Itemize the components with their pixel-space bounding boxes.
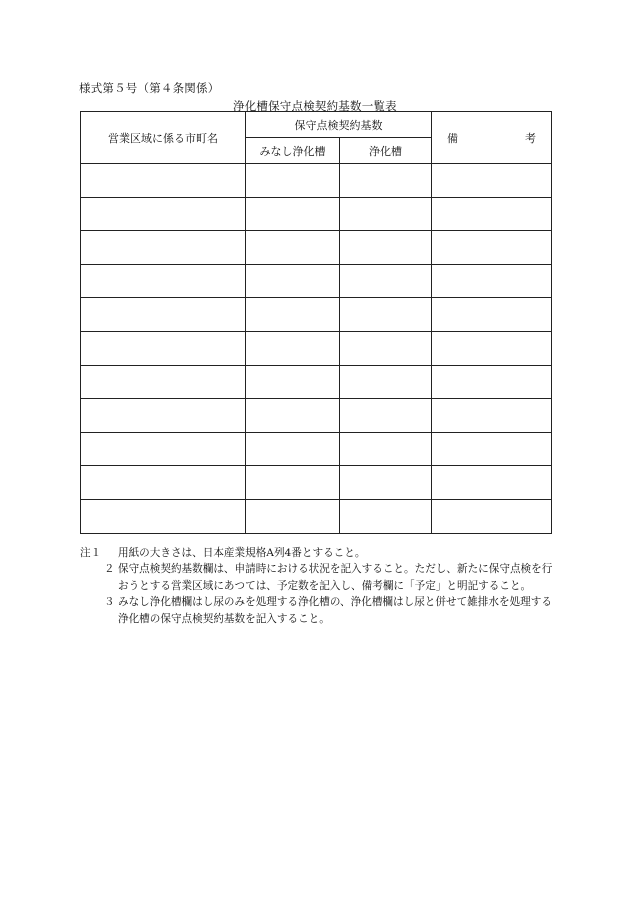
- table-row: [81, 365, 552, 399]
- notes-section: [80, 545, 556, 627]
- table-cell: [340, 197, 432, 231]
- table-row: [81, 331, 552, 365]
- table-cell: [432, 231, 552, 265]
- table-cell: [432, 365, 552, 399]
- table-cell: [246, 164, 340, 198]
- table-cell: [246, 399, 340, 433]
- table-cell: [340, 331, 432, 365]
- table-cell: [432, 197, 552, 231]
- note-text: 保守点検契約基数欄は、申請時における状況を記入すること。ただし、新たに保守点検を行おうとする営業区域にあつては、予定数を記入し、備考欄に「予定」と明記すること。: [118, 563, 553, 592]
- table-cell: [81, 499, 246, 533]
- note-number: ２: [104, 563, 115, 576]
- table-row: [81, 298, 552, 332]
- table-row: [81, 231, 552, 265]
- table-cell: [340, 164, 432, 198]
- table-cell: [340, 432, 432, 466]
- table-cell: [246, 231, 340, 265]
- table-cell: [432, 499, 552, 533]
- header-contract-count: 保守点検契約基数: [246, 112, 432, 138]
- table-cell: [340, 399, 432, 433]
- note-number: ３: [104, 596, 115, 609]
- table-body: [81, 164, 552, 534]
- table-cell: [432, 164, 552, 198]
- table-cell: [246, 197, 340, 231]
- table-cell: [81, 331, 246, 365]
- table-cell: [81, 231, 246, 265]
- note-item: [80, 561, 556, 594]
- note-item: [80, 594, 556, 627]
- table-row: [81, 399, 552, 433]
- table-cell: [340, 499, 432, 533]
- document-title: 浄化槽保守点検契約基数一覧表: [233, 99, 397, 113]
- table-row: [81, 466, 552, 500]
- table-cell: [246, 298, 340, 332]
- table-cell: [81, 264, 246, 298]
- table-cell: [81, 197, 246, 231]
- note-text: みなし浄化槽欄はし尿のみを処理する浄化槽の、浄化槽欄はし尿と併せて雑排水を処理する浄化槽の保守点検契約基数を記入すること。: [118, 596, 552, 625]
- header-remarks: [432, 112, 552, 164]
- contract-count-table: [80, 111, 552, 534]
- table-cell: [246, 499, 340, 533]
- table-cell: [81, 164, 246, 198]
- table-cell: [432, 399, 552, 433]
- table-cell: [432, 264, 552, 298]
- table-cell: [246, 331, 340, 365]
- table-cell: [432, 298, 552, 332]
- table-cell: [81, 399, 246, 433]
- table-cell: [432, 432, 552, 466]
- header-area: 営業区域に係る市町名: [81, 112, 246, 164]
- table-cell: [81, 298, 246, 332]
- table-cell: [246, 365, 340, 399]
- table-row: [81, 432, 552, 466]
- table-cell: [340, 231, 432, 265]
- header-minashi: みなし浄化槽: [246, 138, 340, 164]
- table-row: [81, 264, 552, 298]
- table-cell: [81, 432, 246, 466]
- table-cell: [246, 466, 340, 500]
- header-remarks-left: 備: [447, 131, 458, 145]
- table-cell: [432, 466, 552, 500]
- table-cell: [340, 466, 432, 500]
- table-cell: [340, 365, 432, 399]
- table-cell: [81, 466, 246, 500]
- table-cell: [81, 365, 246, 399]
- header-remarks-right: 考: [525, 131, 536, 145]
- header-johkaso: 浄化槽: [340, 138, 432, 164]
- table-cell: [432, 331, 552, 365]
- table-cell: [340, 264, 432, 298]
- note-item: [80, 545, 556, 561]
- note-text: 用紙の大きさは、日本産業規格A列4番とすること。: [118, 547, 366, 559]
- table-row: [81, 499, 552, 533]
- table-cell: [246, 264, 340, 298]
- form-number-label: 様式第５号（第４条関係）: [79, 81, 220, 95]
- table-header-row: [81, 112, 552, 138]
- table-row: [81, 164, 552, 198]
- note-number: 注１: [80, 547, 102, 559]
- table-cell: [246, 432, 340, 466]
- table-row: [81, 197, 552, 231]
- table-cell: [340, 298, 432, 332]
